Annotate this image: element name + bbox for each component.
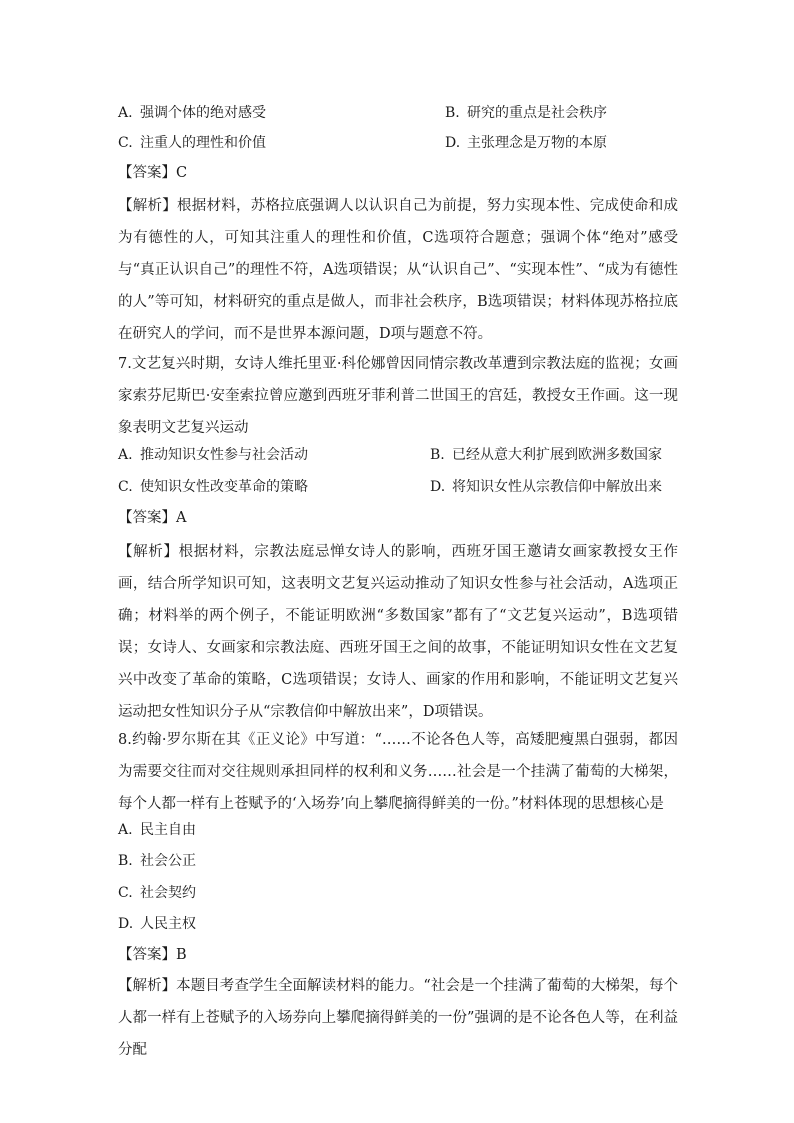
q8-option-d: [118, 914, 196, 934]
q7-option-d: [430, 477, 662, 497]
option-letter: D.: [445, 135, 461, 151]
q6-analysis: 【解析】根据材料，苏格拉底强调人以认识自己为前提，努力实现本性、完成使命和成为有德性的人，可知其注重人的理性和价值，C选项符合题意；强调个体“绝对”感受与“真正认识自己”的理性不符，A选项错误；从“认识自己”、“实现本性”、“成为有德性的人”等可知，材料研究的重点是做人，而非社会秩序，B选项错误；材料体现苏格拉底在研究人的学问，而不是世界本源问题，D项与题意不符。: [118, 198, 678, 342]
option-text: 使知识女性改变革命的策略: [140, 479, 308, 495]
option-text: 社会契约: [140, 885, 196, 901]
option-letter: D.: [118, 916, 134, 932]
q7-option-a: [118, 445, 308, 465]
q7-analysis: 【解析】根据材料，宗教法庭忌惮女诗人的影响，西班牙国王邀请女画家教授女王作画，结合所学知识可知，这表明文艺复兴运动推动了知识女性参与社会活动，A选项正确；材料举的两个例子，不能证明欧洲“多数国家”都有了“文艺复兴运动”，B选项错误；女诗人、女画家和宗教法庭、西班牙国王之间的故事，不能证明知识女性在文艺复兴中改变了革命的策略，C选项错误；女诗人、画家的作用和影响，不能证明文艺复兴运动把女性知识分子从“宗教信仰中解放出来”，D项错误。: [118, 544, 678, 720]
option-text: 注重人的理性和价值: [140, 135, 266, 151]
q8-answer: 【答案】B: [118, 947, 187, 963]
q7-option-c: [118, 477, 308, 497]
option-letter: C.: [118, 885, 133, 901]
option-text: 社会公正: [140, 853, 196, 869]
q7-option-b: [430, 445, 662, 465]
option-letter: A.: [118, 822, 133, 838]
q7-stem: 7.文艺复兴时期，女诗人维托里亚·科伦娜曾因同情宗教改革遭到宗教法庭的监视；女画家索芬尼斯巴·安奎索拉曾应邀到西班牙菲利普二世国王的宫廷，教授女王作画。这一现象表明文艺复兴运动: [118, 356, 678, 436]
option-text: 研究的重点是社会秩序: [467, 105, 607, 121]
option-letter: C.: [118, 479, 133, 495]
q7-answer: 【答案】A: [118, 510, 187, 526]
option-letter: A.: [118, 105, 133, 121]
option-text: 民主自由: [140, 822, 196, 838]
option-text: 推动知识女性参与社会活动: [140, 447, 308, 463]
q6-option-d: [445, 133, 607, 153]
q6-option-b: [445, 103, 607, 123]
option-letter: B.: [430, 447, 445, 463]
q8-option-a: [118, 820, 196, 840]
option-text: 强调个体的绝对感受: [140, 105, 266, 121]
option-letter: C.: [118, 135, 133, 151]
option-text: 已经从意大利扩展到欧洲多数国家: [452, 447, 662, 463]
q8-option-c: [118, 883, 196, 903]
option-letter: B.: [445, 105, 460, 121]
option-text: 人民主权: [140, 916, 196, 932]
option-letter: B.: [118, 853, 133, 869]
option-letter: A.: [118, 447, 133, 463]
q6-option-c: [118, 133, 266, 153]
q8-option-b: [118, 851, 196, 871]
option-text: 将知识女性从宗教信仰中解放出来: [452, 479, 662, 495]
q6-answer: 【答案】C: [118, 165, 188, 181]
option-text: 主张理念是万物的本原: [467, 135, 607, 151]
q8-analysis: 【解析】本题目考查学生全面解读材料的能力。“社会是一个挂满了葡萄的大梯架，每个人都一样有上苍赋予的入场券向上攀爬摘得鲜美的一份”强调的是不论各色人等，在利益分配: [118, 978, 678, 1058]
q8-stem: 8.约翰·罗尔斯在其《正义论》中写道：“……不论各色人等，高矮肥瘦黑白强弱，都因为需要交往而对交往规则承担同样的权利和义务……社会是一个挂满了葡萄的大梯架，每个人都一样有上苍赋予的‘入场券’向上攀爬摘得鲜美的一份。”材料体现的思想核心是: [118, 732, 678, 812]
option-letter: D.: [430, 479, 446, 495]
q6-option-a: [118, 103, 266, 123]
